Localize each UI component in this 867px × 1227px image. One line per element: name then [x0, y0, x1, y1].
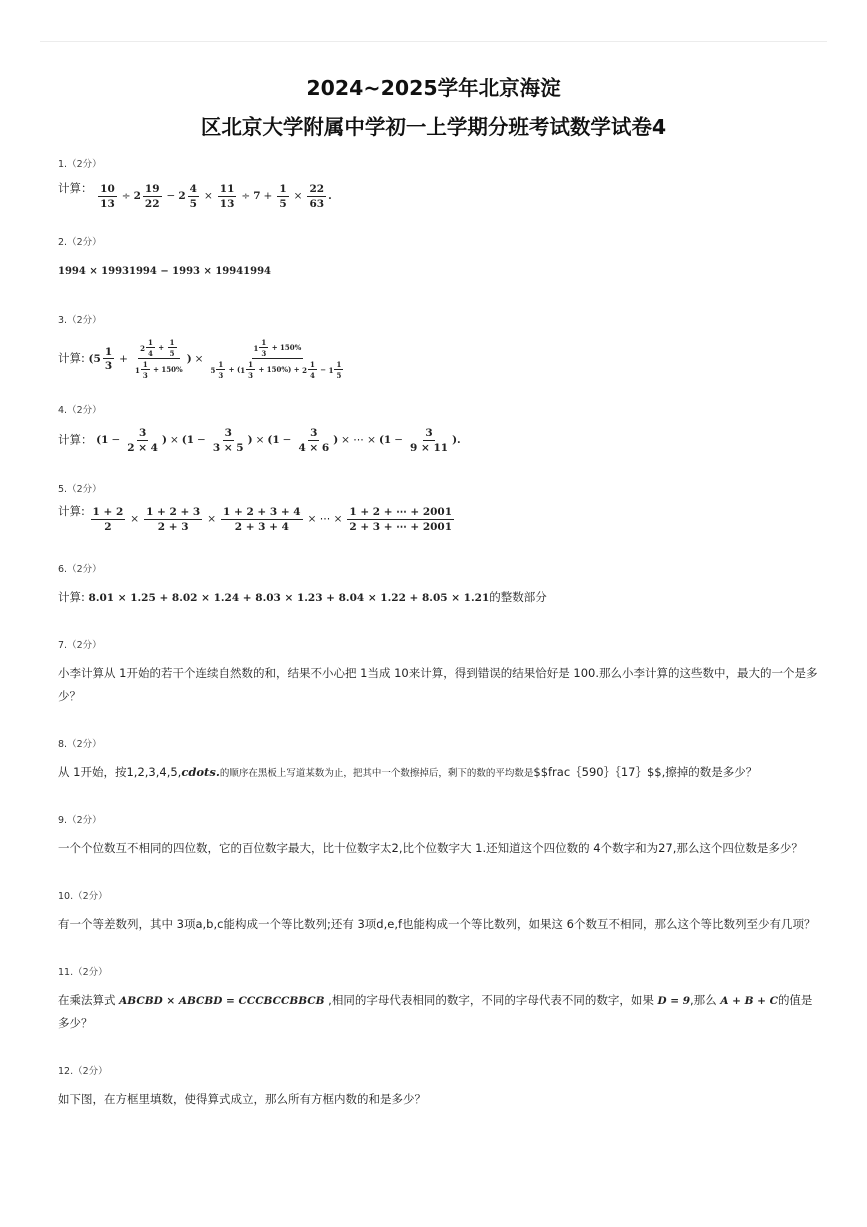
question-3-body: 计算: ( 5 $\frac{1}{3}$ + 2 $\frac{1}{4}$ + $\frac{1}{5}$ 1 $\frac{1}{3}$ + 150% ) × 1 $\frac{1}{3}$ + 150% 5 $\frac{1}{3}$ + (1 $\frac{1}{3}$ + 150%) + 2 $\frac{1}{4}$ − 1 $\frac{1}{5}$	[58, 339, 348, 379]
exam-title-line1: 2024~2025学年北京海淀	[306, 76, 561, 100]
question-12-header: 12.（2分）	[58, 1066, 108, 1077]
question-9-body: 一个个位数互不相同的四位数，它的百位数字最大，比十位数字太2,比个位数字大 1.还知道这个四位数的 4个数字和为27,那么这个四位数是多少？	[58, 841, 803, 855]
question-6-expression: 8.01 × 1.25 + 8.02 × 1.24 + 8.03 × 1.23 + 8.04 × 1.22 + 8.05 × 1.21	[88, 592, 490, 604]
question-4-header: 4.（2分）	[58, 405, 102, 416]
question-11-line2: 多少？	[58, 1016, 93, 1030]
question-2-header: 2.（2分）	[58, 237, 102, 248]
question-11-header: 11.（2分）	[58, 967, 108, 978]
question-5-expression: $\frac{1 + 2}{2}$ × $\frac{1 + 2 + 3}{2 + 3}$ × $\frac{1 + 2 + 3 + 4}{2 + 3 + 4}$ × ⋯ × $\frac{1 + 2 + \cdots + 2001}{2 + 3 + \cdots + 2001}$	[92, 506, 453, 533]
question-1-expression: $\frac{10}{13}$ ÷ 2 $\frac{19}{22}$ − 2 $\frac{4}{5}$ × $\frac{11}{13}$ ÷ 7 + $\frac{1}{5}$ × $\frac{22}{63}$ .	[100, 183, 332, 210]
question-7-line1: 小李计算从 1开始的若干个连续自然数的和，结果不小心把 1当成 10来计算，得到错误的结果恰好是 100.那么小李计算的这些数中，最大的一个是多	[58, 666, 818, 680]
question-1-header: 1.（2分）	[58, 159, 102, 170]
question-8-body: 从 1开始，按1,2,3,4,5,cdots.的顺序在黑板上写道某数为止，把其中一个数擦掉后，剩下的数的平均数是$$frac｛590｝｛17｝$$,擦掉的数是多少？	[58, 765, 758, 779]
question-3-expression: ( 5 $\frac{1}{3}$ + 2 $\frac{1}{4}$ + $\frac{1}{5}$ 1 $\frac{1}{3}$ + 150% ) × 1 $\frac{1}{3}$ + 150% 5 $\frac{1}{3}$ + (1 $\frac{1}{3}$ + 150%) + 2 $\frac{1}{4}$ − 1 $\frac{1}{5}$	[88, 338, 342, 380]
question-12-body: 如下图，在方框里填数，使得算式成立，那么所有方框内数的和是多少？	[58, 1092, 426, 1106]
question-4-expression: (1 − $\frac{3}{2 \times 4}$ ) × (1 − $\frac{3}{3 \times 5}$ ) × (1 − $\frac{3}{4 \times 6}$ ) × ⋯ × (1 − $\frac{3}{9 \times 11}$ ).	[96, 427, 461, 454]
question-9-header: 9.（2分）	[58, 815, 102, 826]
question-7-line2: 少？	[58, 689, 81, 703]
question-1-body: 计算： $\frac{10}{13}$ ÷ 2 $\frac{19}{22}$ − 2 $\frac{4}{5}$ × $\frac{11}{13}$ ÷ 7 + $\frac{1}{5}$ × $\frac{22}{63}$ .	[58, 181, 332, 210]
question-4-body: 计算： (1 − $\frac{3}{2 \times 4}$ ) × (1 − $\frac{3}{3 \times 5}$ ) × (1 − $\frac{3}{4 \times 6}$ ) × ⋯ × (1 − $\frac{3}{9 \times 11}$ ).	[58, 427, 461, 454]
top-divider	[40, 41, 827, 42]
question-8-header: 8.（2分）	[58, 739, 102, 750]
question-11-line1: 在乘法算式 ABCBD × ABCBD = CCCBCCBBCB ,相同的字母代表相同的数字，不同的字母代表不同的数字，如果 D = 9,那么 A + B + C的值是	[58, 993, 813, 1007]
question-6-header: 6.（2分）	[58, 564, 102, 575]
question-2-expression: 1994 × 19931994 − 1993 × 19941994	[58, 266, 272, 277]
question-3-header: 3.（2分）	[58, 315, 102, 326]
exam-title-line2: 区北京大学附属中学初一上学期分班考试数学试卷4	[200, 115, 667, 139]
question-5-body: 计算: $\frac{1 + 2}{2}$ × $\frac{1 + 2 + 3}{2 + 3}$ × $\frac{1 + 2 + 3 + 4}{2 + 3 + 4}$ × ⋯ × $\frac{1 + 2 + \cdots + 2001}{2 + 3 + \cdots + 2001}$	[58, 506, 456, 532]
question-6-body: 计算: 8.01 × 1.25 + 8.02 × 1.24 + 8.03 × 1.23 + 8.04 × 1.22 + 8.05 × 1.21的整数部分	[58, 590, 547, 604]
question-10-header: 10.（2分）	[58, 891, 108, 902]
question-5-header: 5.（2分）	[58, 484, 102, 495]
question-10-body: 有一个等差数列，其中 3项a,b,c能构成一个等比数列;还有 3项d,e,f也能构成一个等比数列，如果这 6个数互不相同，那么这个等比数列至少有几项？	[58, 917, 816, 931]
question-7-header: 7.（2分）	[58, 640, 102, 651]
